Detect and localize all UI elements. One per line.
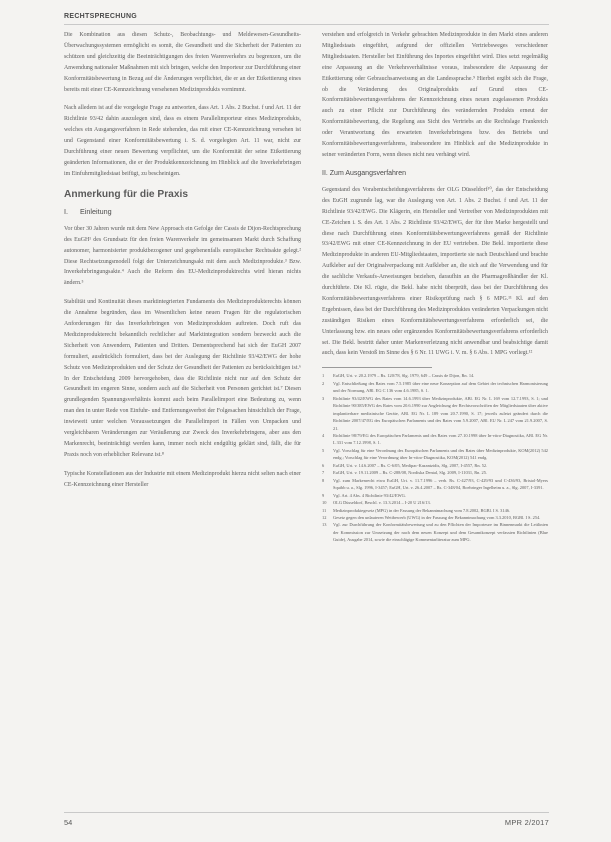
footnote [322, 462, 548, 469]
subsection-number: I. [64, 206, 68, 216]
footer-rule [64, 812, 549, 813]
footnote-number: 4 [322, 433, 325, 438]
footnote-text: Vgl. zur Durchführung der Konformitätsbewertung und zu den Pflichten der Importeure im Binnenmarkt die Leitlinien der Kommission zur Umsetzung der nach dem neuen Konzept und dem Gesamtkonzept verfassten Richtlinien (Blue Guide), Ausgabe 2014, sowie die einschlägige Kommentarliteratur zum MPG. [333, 522, 548, 543]
footnote-number: 10 [322, 500, 327, 506]
footnote-number: 3 [322, 395, 325, 401]
footnote-text: EuGH, Urt. v. 19.11.2009 – Rs. C-288/08, Nordiska Dental, Slg. 2009, I-11031, Rn. 25. [333, 470, 488, 476]
subsection-heading: II. Zum Ausgangsverfahren [322, 169, 407, 177]
footnote-text: Vgl. Entschließung des Rates vom 7.5.1985 über eine neue Konzeption auf dem Gebiet der technischen Harmonisierung und der Normung, ABl. EG C 136 vom 4.6.1985, S. 1. [333, 380, 548, 394]
running-head: RECHTSPRECHUNG [64, 13, 138, 20]
footnote-number: 9 [322, 492, 325, 498]
footnote-number: 2 [322, 380, 325, 386]
subsection-title: Einleitung [80, 206, 112, 216]
footnote [322, 499, 548, 506]
body-paragraph: Vor über 30 Jahren wurde mit dem New Approach ein Gefolge der Cassis de Dijon-Rechtsprechung des EuGH¹ des Grundsatz für den freien Warenverkehr im gemeinsamen Markt durch Schaffung autonomer, harmonisierter produktbezogener und gegebenenfalls europäischer Rechtsakte gelegt.² Diese Rechtsetzungsmodell folgt der Unterzeichnungsakt mit dem auch Medizinprodukte.³ Bzw. Inverkehrbringungsakte.⁴ Auch die Reform des EU-Medizinproduktrechts wird hieran nichts ändern.⁵ [64, 225, 301, 287]
footnote-text: EuGH, Urt. v. 20.2.1979 – Rs. 120/78, Slg. 1979, 649 – Cassis de Dijon, Rn. 14. [333, 373, 475, 379]
footnote [322, 521, 548, 543]
body-paragraph: Gegenstand des Vorabentscheidungsverfahrens der OLG Düsseldorf¹⁰, das der Entscheidung des EuGH zugrunde lag, war die Auslegung von Art. 1 Abs. 2 Buchst. f und Art. 11 der Richtlinie 93/42/EWG. Die Klägerin, ein Hersteller und Vertreiber von Medizinprodukten mit CE-Zeichen i. S. des Art. 1 Abs. 2 Richtlinie 93/42/EWG, der für ihre Marke hergestellt und diese nach Durchführung eines Konformitätsbewertungsverfahrens gemäß der Richtlinie 93/42/EWG mit einer CE-Kennzeichnung in der EU vertrieben. Die Bekl. importierte diese Medizinprodukte in anderen EU-Mitgliedstaaten, importierte sie nach Deutschland und brachte Aufkleber auf der Originalverpackung mit Aufkleber an, die sich auf die Verwendung und für die sachliche Verkaufs-Anweisungen beziehen, daraufhin an die Pharmagroßhändler der Kl. durchführte. Die Kl. rügte, die Bekl. habe nicht überprüft, dass bei der Durchführung des Konformitätsbewertungsverfahrens einer Risikoprüfung nach § 6 MPG.¹¹ Kl. auf den Ergebnissen, dass bei der Durchführung des Medizinproduktes veränderten Verpackungen nicht zuständigen Risiken eines Konformitätsbewertungsverfahrens erforderlich sei, die Unterlassung bzw. ein neues oder ergänzendes Konformitätsbewertungsverfahrens erforderlich sei. Die Bekl. bestritt daher unter Markenverletzung nicht anwendbar und beabsichtige damit auch, dass kein Verstoß im Sinne des § 6 Nr. 11 UWG i. V. m. § 6 Abs. 1 MPG vorliegt.¹² [322, 186, 548, 357]
footnote-text: Vgl. Art. 4 Abs. 4 Richtlinie 93/42/EWG. [333, 492, 406, 498]
footnote [322, 507, 548, 514]
footnote-text: Gesetz gegen den unlauteren Wettbewerb (UWG) in der Fassung der Bekanntmachung vom 3.3.2010, BGBl. I S. 254. [333, 514, 541, 520]
footnote-number: 13 [322, 522, 327, 528]
footnote-number: 1 [322, 373, 325, 379]
footnote-text: Vgl. Vorschlag für eine Verordnung des Europäischen Parlaments und des Rates über Medizinprodukte, KOM(2012) 542 endg.; Vorschlag für eine Verordnung über In-vitro-Diagnostika, KOM(2012) 541 endg. [333, 447, 548, 461]
body-paragraph: Typische Konstellationen aus der Industrie mit einem Medizinprodukt hierzu nicht selten nach einer CE-Kennzeichnung einer Hersteller [64, 470, 301, 488]
footnote [322, 477, 548, 492]
section-heading: Anmerkung für die Praxis [64, 188, 188, 200]
body-paragraph: Die Kombination aus diesen Schutz-, Beobachtungs- und Meldewesen-Gesundheits-Überwachungssystemen ermöglicht es somit, die Gesundheit und die Sicherheit der Patienten zu schützen und gleichzeitig die Beeinträchtigungen des freien Warenverkehrs zu begrenzen, um die Anwendung nationaler Maßnahmen mit sich bringen, welche den Importeur zur Durchführung einer Konformitätsbewertung in Bezug auf die Änderungen verpflichtet, die er an der Etikettierung eines bereits mit einer CE-Kennzeichnung versehenen Medizinprodukts vornimmt. [64, 32, 301, 93]
footnotes [322, 372, 548, 543]
footnote-number: 6 [322, 462, 325, 468]
journal-citation: MPR 2/2017 [504, 818, 549, 827]
header-rule [64, 24, 549, 25]
footnote [322, 469, 548, 476]
footnote-text: EuGH, Urt. v. 14.6.2007 – Rs. C-6/05, Medipac-Kazantzidis, Slg. 2007, I-4557, Rn. 52. [333, 462, 488, 468]
footnote-number: 7 [322, 470, 325, 476]
footnote [322, 492, 548, 499]
page-number: 54 [64, 818, 73, 827]
body-paragraph: verstehen und erfolgreich in Verkehr gebrachten Medizinprodukte in den Markt eines anderen Mitgliedstaats eingeführt, aufgrund der offiziellen Vertriebsweges verschiedener Mitgliedstaaten. Hersteller bei Einführung des Inportes eingeführt wird. Dies setzt regelmäßig eine Anpassung an die Verkehrsverhältnisse voraus, insbesondere die Anpassung der Etikettierung oder Gebrauchsanweisung an die Landessprache.⁹ Hierbei ergibt sich die Frage, ob die Veränderung des Originalprodukts auf Grund eines CE-Konformitätsbewertungsverfahrens der Kennzeichnung eines neuen zugelassenen Produkts auch zu einer Pflicht zur Durchführung des verändernden Produkts erneut der Konformitätsbewertung, die Regelung aus Sicht des Vertriebs an die Rechtslage Frankreich oder Verantwortung des erwarteten Inverkehrbringens bzw. des Betriebs und Konformitätsbewertungsverfahrens, insbesondere im Hinblick auf die Medizinprodukte in seiner veränderten Form, wenn dieses nicht neu verhängt wird. [322, 32, 548, 158]
right-column [322, 30, 548, 544]
footnote-text: Vgl. zum Markenrecht etwa EuGH, Urt. v. 11.7.1996 – verb. Rs. C-427/93, C-429/93 und C-436/93, Bristol-Myers Squibb u. a., Slg. 1996, I-3457; EuGH, Urt. v. 26.4.2007 – Rs. C-348/04, Boehringer Ingelheim u. a., Slg. 2007, I-3391. [333, 477, 548, 491]
footnote-text: OLG Düsseldorf, Beschl. v. 13.3.2014 – I-20 U 216/13. [333, 500, 431, 506]
footnote [322, 380, 548, 395]
footnote-text: Medizinproduktegesetz (MPG) in der Fassung der Bekanntmachung vom 7.8.2002, BGBl. I S. 3146. [333, 507, 511, 513]
footnote [322, 447, 548, 462]
footnote-number: 8 [322, 477, 325, 483]
footnote-number: 11 [322, 507, 327, 513]
footnote [322, 514, 548, 521]
body-paragraph: Nach alledem ist auf die vorgelegte Frage zu antworten, dass Art. 1 Abs. 2 Buchst. f und Art. 11 der Richtlinie 93/42 dahin auszulegen sind, dass es einem Parallelimporteur eines Medizinprodukts, welches ein Ausgangsverfahren in Rede stehenden, das mit einer CE-Kennzeichnung versehen ist und Gegenstand einer Konformitätsbewertung i. S. d. vorgelegten Art. 11 war, nicht zur Durchführung einer neuen Bewertung verpflichtet, um die Konformität der seine Etikettierung geänderten Informationen, die er der Produktkennzeichnung im Hinblick auf die Inverkehrbringen im Einfuhrmitgliedstaat beifügt, zu bescheinigen. [64, 105, 301, 177]
left-column [64, 30, 301, 499]
footnote-text: Richtlinie 93/42/EWG des Rates vom 14.6.1993 über Medizinprodukte, ABl. EG Nr. L 169 vom 12.7.1993, S. 1; und Richtlinie 90/385/EWG des Rates vom 20.6.1990 zur Angleichung der Rechtsvorschriften der Mitgliedstaaten über aktive implantierbare medizinische Geräte, ABl. EG Nr. L 189 vom 20.7.1990, S. 17; jeweils zuletzt geändert durch die Richtlinie 2007/47/EG des Europäischen Parlaments und des Rates vom 5.9.2007, ABl. EU Nr. L 247 vom 21.9.2007, S. 21. [333, 395, 548, 431]
body-paragraph: Stabilität und Kontinuität dieses marktintegrierten Fundaments des Medizinprodukterechts können die Annahme begründen, dass im Wesentlichen keine neuen Fragen für die regulatorischen Anforderungen für das Inverkehrbringen von Medizinprodukten auftreten. Doch ruft das Medizinprodukterecht bekanntlich rechtlicher auf Marktintegration sondern bezweckt auch die Sicherheit von Anwendern, Patienten und Dritten. Dementsprechend hat sich der EuGH 2007 formuliert, ausdrücklich formuliert, dass bei der Auslegung der Richtlinie 93/42/EWG der hohe Schutz von Medizinprodukten und der Schutz der Gesundheit der Patienten zu berücksichtigen ist.⁶ In der Entscheidung 2009 hervorgehoben, dass die Richtlinie nicht nur auf den Schutz der Gesundheit im engeren Sinne, sondern auch auf die Sicherheit von Personen gerichtet ist.⁷ Diesen grundlegenden Spannungsverhältnis kommt auch beim Parallelimport eine Bedeutung zu, wenn man den in unter Rede von Einfuhr- und Entfernungsverbot der Folgesachen hinsichtlich der Frage, inwieweit unter welchen Voraussetzungen die Parallelimport in Fällen von Umpacken und vergleichbaren Veränderungen zur Veräußerung zur Zweck des Inverkehrbringens, aber aus den Markenrecht, beeinträchtigt werden kann, immer noch nicht endgültig geklärt sind, fällt, die für Praxis noch von erheblicher Relevanz ist.⁸ [64, 299, 301, 458]
footnote-rule [322, 367, 432, 368]
footnote [322, 395, 548, 432]
footnote-number: 5 [322, 447, 325, 453]
footnote [322, 372, 548, 379]
footnote-number: 12 [322, 514, 327, 520]
footnote-text: Richtlinie 98/79/EG des Europäischen Parlaments und des Rates vom 27.10.1998 über In-vitro-Diagnostika, ABl. EG Nr. L 331 vom 7.12.1998, S. 1. [333, 433, 548, 446]
footnote [322, 432, 548, 447]
subsection-heading [64, 207, 301, 217]
